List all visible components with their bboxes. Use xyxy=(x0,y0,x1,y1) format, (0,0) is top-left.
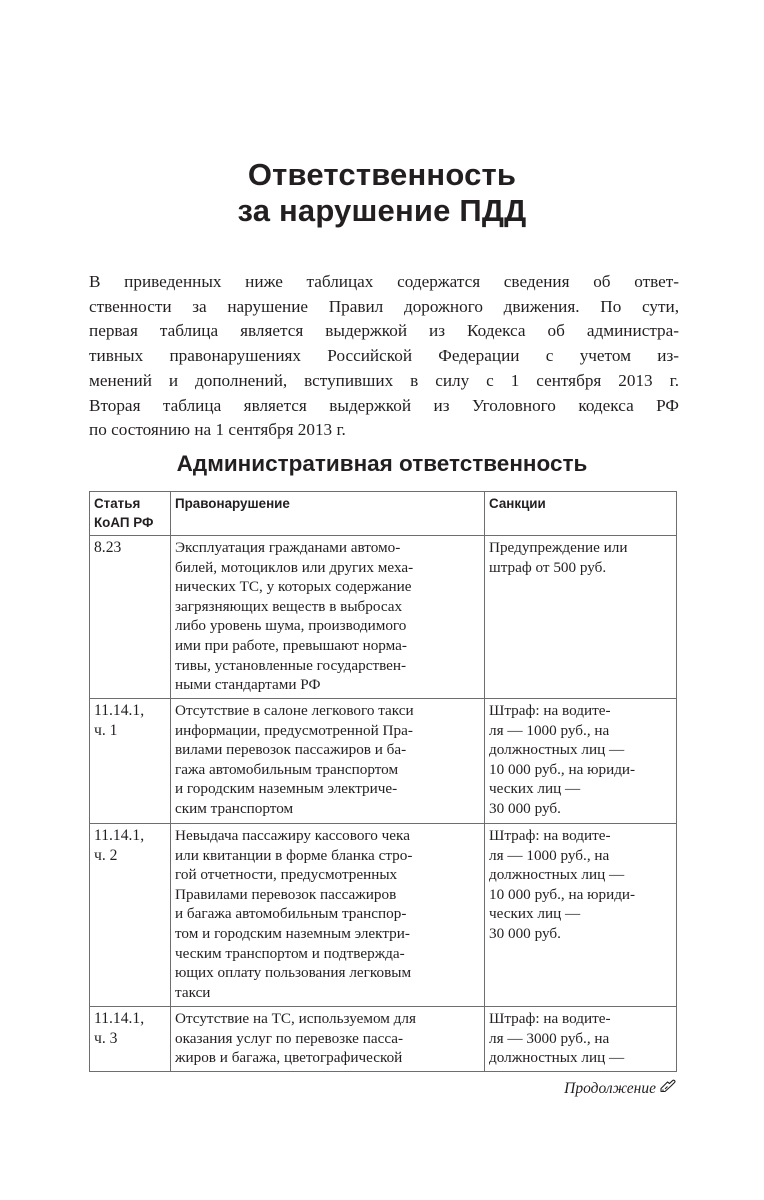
continued-text: Продолжение xyxy=(564,1079,656,1097)
header-article-line: Статья xyxy=(94,496,141,511)
page-title-line-2: за нарушение ПДД xyxy=(237,193,527,228)
offense-line: гой отчетности, предусмотренных xyxy=(175,866,398,884)
offense-line: Отсутствие в салоне легкового такси xyxy=(175,702,414,719)
page-title xyxy=(0,157,764,229)
intro-line: первая таблица является выдержкой из Кодекса об администра- xyxy=(89,321,679,341)
offense-line: жиров и багажа, цветографической xyxy=(175,1049,403,1067)
offense-line: ским транспортом xyxy=(175,799,294,817)
article-line: 11.14.1, xyxy=(94,827,145,844)
table-row xyxy=(90,1007,677,1072)
sanctions-line: Штраф: на водите- xyxy=(489,827,611,844)
offense-line: Отсутствие на ТС, используемом для xyxy=(175,1010,416,1027)
sanctions-line: Штраф: на водите- xyxy=(489,1010,611,1027)
intro-line: Вторая таблица является выдержкой из Уголовного кодекса РФ xyxy=(89,395,679,415)
intro-line: менений и дополнений, вступивших в силу с 1 сентября 2013 г. xyxy=(89,370,679,390)
offense-line: вилами перевозок пассажиров и ба- xyxy=(175,741,407,759)
table-row xyxy=(90,824,677,1007)
article-line: ч. 2 xyxy=(94,846,118,864)
offense-line: оказания услуг по перевозке пасса- xyxy=(175,1029,404,1047)
sanctions-line: ческих лиц — xyxy=(489,905,581,923)
sanctions-line: Штраф: на водите- xyxy=(489,702,611,719)
header-offense: Правонарушение xyxy=(171,492,485,536)
sanctions-line: 30 000 руб. xyxy=(489,924,561,942)
article-cell xyxy=(90,699,171,824)
table-header-row xyxy=(90,492,677,536)
sanctions-line: ческих лиц — xyxy=(489,780,581,798)
sanctions-line: должностных лиц — xyxy=(489,741,625,759)
offense-line: том и городским наземным электри- xyxy=(175,924,410,942)
offense-cell xyxy=(171,1007,485,1072)
sanctions-line: 10 000 руб., на юриди- xyxy=(489,760,636,778)
offense-line: ющих оплату пользования легковым xyxy=(175,964,412,982)
offense-line: билей, мотоциклов или других меха- xyxy=(175,558,414,576)
pointing-hand-icon xyxy=(660,1079,676,1098)
offense-line: нических ТС, у которых содержание xyxy=(175,578,412,596)
offense-cell xyxy=(171,536,485,699)
offense-line: тивы, установленные государствен- xyxy=(175,656,407,674)
article-line: 11.14.1, xyxy=(94,702,145,719)
header-article xyxy=(90,492,171,536)
page-title-line-1: Ответственность xyxy=(247,157,517,192)
sanctions-line: ля — 1000 руб., на xyxy=(489,846,610,864)
fines-table xyxy=(89,491,677,1072)
offense-line: информации, предусмотренной Пра- xyxy=(175,721,413,739)
table-row xyxy=(90,536,677,699)
offense-line: загрязняющих веществ в выбросах xyxy=(175,597,403,615)
table-row xyxy=(90,699,677,824)
sanctions-cell xyxy=(485,1007,677,1072)
offense-cell xyxy=(171,824,485,1007)
intro-line: по состоянию на 1 сентября 2013 г. xyxy=(89,420,346,440)
sanctions-line: штраф от 500 руб. xyxy=(489,558,607,576)
offense-line: и городским наземным электриче- xyxy=(175,780,398,798)
article-line: 8.23 xyxy=(94,539,122,556)
sanctions-line: должностных лиц — xyxy=(489,1049,625,1067)
section-title: Административная ответственность xyxy=(176,451,588,476)
article-line: ч. 1 xyxy=(94,721,118,739)
offense-line: Эксплуатация гражданами автомо- xyxy=(175,539,401,556)
continued-label xyxy=(564,1079,676,1098)
intro-line: ственности за нарушение Правил дорожного движения. По сути, xyxy=(89,296,679,316)
offense-line: ими при работе, превышают норма- xyxy=(175,636,407,654)
article-cell xyxy=(90,536,171,699)
sanctions-cell xyxy=(485,536,677,699)
sanctions-line: 10 000 руб., на юриди- xyxy=(489,885,636,903)
article-line: 11.14.1, xyxy=(94,1010,145,1027)
sanctions-line: ля — 1000 руб., на xyxy=(489,721,610,739)
sanctions-line: Предупреждение или xyxy=(489,539,628,556)
header-sanctions: Санкции xyxy=(485,492,677,536)
sanctions-line: ля — 3000 руб., на xyxy=(489,1029,610,1047)
offense-line: и багажа автомобильным транспор- xyxy=(175,905,407,923)
sanctions-cell xyxy=(485,699,677,824)
offense-line: Невыдача пассажиру кассового чека xyxy=(175,827,410,844)
article-cell xyxy=(90,1007,171,1072)
sanctions-cell xyxy=(485,824,677,1007)
offense-line: гажа автомобильным транспортом xyxy=(175,760,399,778)
article-cell xyxy=(90,824,171,1007)
offense-line: такси xyxy=(175,983,211,1001)
offense-cell xyxy=(171,699,485,824)
offense-line: ными стандартами РФ xyxy=(175,676,321,694)
intro-line: В приведенных ниже таблицах содержатся сведения об ответ- xyxy=(89,272,679,291)
offense-line: либо уровень шума, производимого xyxy=(175,617,407,635)
offense-line: или квитанции в форме бланка стро- xyxy=(175,846,413,864)
intro-paragraph xyxy=(89,270,679,443)
sanctions-line: 30 000 руб. xyxy=(489,799,561,817)
header-article-line: КоАП РФ xyxy=(94,515,154,530)
intro-line: тивных правонарушениях Российской Федерации с учетом из- xyxy=(89,346,679,366)
article-line: ч. 3 xyxy=(94,1029,118,1047)
sanctions-line: должностных лиц — xyxy=(489,866,625,884)
offense-line: ческим транспортом и подтвержда- xyxy=(175,944,405,962)
offense-line: Правилами перевозок пассажиров xyxy=(175,885,397,903)
